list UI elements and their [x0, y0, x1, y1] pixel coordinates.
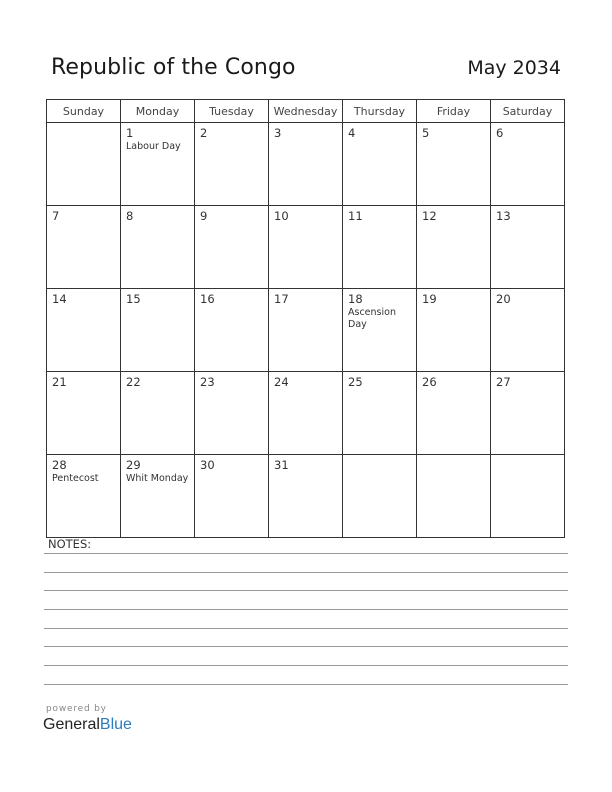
day-number: 2 [200, 126, 208, 140]
day-cell [491, 455, 565, 538]
brand-blue: Blue [99, 716, 132, 733]
day-number: 20 [496, 292, 511, 306]
day-number: 1 [126, 126, 134, 140]
note-line [44, 628, 568, 629]
day-number: 22 [126, 375, 141, 389]
note-line [44, 684, 568, 685]
day-cell [121, 372, 195, 455]
day-cell [195, 206, 269, 289]
day-cell [343, 123, 417, 206]
day-number: 30 [200, 458, 215, 472]
day-cell [491, 289, 565, 372]
day-cell [195, 372, 269, 455]
month-year: May 2034 [467, 57, 561, 79]
weekday-header-row [47, 100, 565, 123]
day-cell [269, 206, 343, 289]
brand-general: General [43, 716, 100, 733]
day-number: 4 [348, 126, 356, 140]
day-number: 3 [274, 126, 282, 140]
weekday-saturday: Saturday [491, 100, 565, 123]
day-number: 8 [126, 209, 134, 223]
day-cell [121, 455, 195, 538]
day-cell [417, 372, 491, 455]
day-cell [121, 206, 195, 289]
day-cell [417, 289, 491, 372]
day-number: 26 [422, 375, 437, 389]
day-number: 16 [200, 292, 215, 306]
day-cell [417, 123, 491, 206]
weekday-friday: Friday [417, 100, 491, 123]
day-cell [269, 455, 343, 538]
day-cell [491, 372, 565, 455]
weekday-tuesday: Tuesday [195, 100, 269, 123]
day-cell [269, 372, 343, 455]
day-number: 28 [52, 458, 67, 472]
day-number: 15 [126, 292, 141, 306]
holiday-label: Labour Day [126, 141, 181, 152]
day-cell [343, 289, 417, 372]
note-line [44, 646, 568, 647]
day-cell [195, 455, 269, 538]
note-line [44, 553, 568, 554]
day-number: 5 [422, 126, 430, 140]
day-number: 23 [200, 375, 215, 389]
generalblue-logo [43, 716, 132, 734]
note-line [44, 609, 568, 610]
day-cell [195, 289, 269, 372]
day-cell [417, 455, 491, 538]
day-cell [269, 289, 343, 372]
day-number: 13 [496, 209, 511, 223]
day-cell [195, 123, 269, 206]
day-number: 12 [422, 209, 437, 223]
week-row [47, 123, 565, 206]
day-cell [121, 289, 195, 372]
day-cell [47, 372, 121, 455]
note-line [44, 665, 568, 666]
day-cell [343, 206, 417, 289]
powered-by-label: powered by [46, 704, 107, 714]
day-number: 14 [52, 292, 67, 306]
week-row [47, 455, 565, 538]
day-number: 21 [52, 375, 67, 389]
holiday-label: Whit Monday [126, 473, 189, 484]
day-cell [491, 206, 565, 289]
day-cell [343, 455, 417, 538]
day-cell [121, 123, 195, 206]
calendar-title: Republic of the Congo [51, 55, 296, 80]
day-cell [491, 123, 565, 206]
day-cell [47, 123, 121, 206]
week-row [47, 206, 565, 289]
notes-label: NOTES: [48, 537, 92, 551]
day-cell [417, 206, 491, 289]
weekday-thursday: Thursday [343, 100, 417, 123]
note-line [44, 572, 568, 573]
day-number: 10 [274, 209, 289, 223]
day-cell [343, 372, 417, 455]
day-number: 25 [348, 375, 363, 389]
day-number: 7 [52, 209, 60, 223]
weekday-sunday: Sunday [47, 100, 121, 123]
day-number: 29 [126, 458, 141, 472]
day-cell [269, 123, 343, 206]
week-row [47, 289, 565, 372]
weekday-wednesday: Wednesday [269, 100, 343, 123]
day-number: 31 [274, 458, 289, 472]
weekday-monday: Monday [121, 100, 195, 123]
day-number: 19 [422, 292, 437, 306]
holiday-label: Pentecost [52, 473, 99, 484]
day-number: 27 [496, 375, 511, 389]
day-number: 11 [348, 209, 363, 223]
note-line [44, 590, 568, 591]
day-number: 17 [274, 292, 289, 306]
day-cell [47, 206, 121, 289]
holiday-label: Ascension Day [348, 307, 396, 330]
week-row [47, 372, 565, 455]
day-number: 18 [348, 292, 363, 306]
day-cell [47, 289, 121, 372]
day-number: 6 [496, 126, 504, 140]
day-number: 24 [274, 375, 289, 389]
calendar-grid [46, 99, 565, 538]
day-number: 9 [200, 209, 208, 223]
day-cell [47, 455, 121, 538]
